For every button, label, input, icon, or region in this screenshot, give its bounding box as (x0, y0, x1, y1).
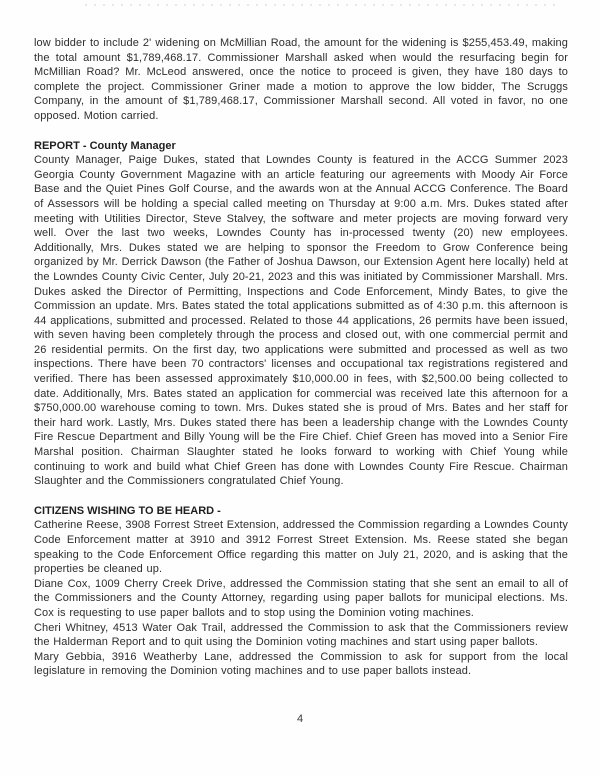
paragraph-citizen-cheri-whitney: Cheri Whitney, 4513 Water Oak Trail, addressed the Commission to ask that the Commissioners review the Halderman Report and to quit using the Dominion voting machines and start using paper ballots. (34, 621, 568, 649)
paragraph-road-project-bid: low bidder to include 2' widening on McMillian Road, the amount for the widening is $255,453.49, making the total amount $1,789,468.17. Commissioner Marshall asked when would the resurfacing begin for McMillian Road? Mr. McLeod answered, once the notice to proceed is given, they have 180 days to complete the project. Commissioner Griner made a motion to approve the low bidder, The Scruggs Company, in the amount of $1,789,468.17, Commissioner Marshall second. All voted in favor, no one opposed. Motion carried. (34, 37, 568, 122)
scan-artifact (85, 4, 560, 6)
heading-citizens-wishing-to-be-heard: CITIZENS WISHING TO BE HEARD - (34, 504, 221, 517)
heading-report-county-manager: REPORT - County Manager (34, 139, 176, 152)
paragraph-citizen-diane-cox: Diane Cox, 1009 Cherry Creek Drive, addressed the Commission stating that she sent an email to all of the Commissioners and the County Attorney, regarding using paper ballots for municipal elections. Ms. Cox is requesting to use paper ballots and to stop using the Dominion voting machines. (34, 577, 568, 619)
paragraph-citizen-catherine-reese: Catherine Reese, 3908 Forrest Street Extension, addressed the Commission regarding a Lowndes County Code Enforcement matter at 3910 and 3912 Forrest Street Extension. Ms. Reese stated she began speaking to the Code Enforcement Office regarding this matter on July 21, 2020, and is asking that the properties be cleaned up. (34, 519, 568, 576)
paragraph-county-manager-report: County Manager, Paige Dukes, stated that Lowndes County is featured in the ACCG Summer 2023 Georgia County Government Magazine with an article featuring our agreements with Moody Air Force Base and the Quiet Pines Golf Course, and the awards won at the Annual ACCG Conference. The Board of Assessors will be holding a special called meeting on Thursday at 9:00 a.m. Mrs. Dukes stated after meeting with Utilities Director, Steve Stalvey, the software and meter projects are moving forward very well. Over the last two weeks, Lowndes County has in-processed twenty (20) new employees. Additionally, Mrs. Dukes stated we are helping to sponsor the Freedom to Grow Conference being organized by Mr. Derrick Dawson (the Father of Joshua Dawson, our Extension Agent here locally) held at the Lowndes County Civic Center, July 20-21, 2023 and this was initiated by Commissioner Marshall. Mrs. Dukes asked the Director of Permitting, Inspections and Code Enforcement, Mindy Bates, to give the Commission an update. Mrs. Bates stated the total applications submitted as of 4:30 p.m. this afternoon is 44 applications, submitted and processed. Related to those 44 applications, 26 permits have been issued, with seven having been completely through the process and closed out, with one commercial permit and 26 residential permits. On the first day, two applications were submitted and processed as well as two inspections. There have been 70 contractors' licenses and occupational tax registrations registered and verified. There has been assessed approximately $10,000.00 in fees, with $2,500.00 being collected to date. Additionally, Mrs. Bates stated an application for commercial was received late this afternoon for a $750,000.00 warehouse coming to town. Mrs. Dukes stated she is proud of Mrs. Bates and her staff for their hard work. Lastly, Mrs. Dukes stated there has been a leadership change with the Lowndes County Fire Rescue Department and Billy Young will be the Fire Chief. Chief Green has moved into a Senior Fire Marshal position. Chairman Slaughter stated he looks forward to working with Chief Young while continuing to work and build what Chief Green has done with Lowndes County Fire Rescue. Chairman Slaughter and the Commissioners congratulated Chief Young. (34, 154, 568, 488)
page-content (34, 36, 568, 679)
page-number: 4 (296, 713, 304, 725)
paragraph-citizen-mary-gebbia: Mary Gebbia, 3916 Weatherby Lane, addressed the Commission to ask for support from the local legislature in removing the Dominion voting machines and to use paper ballots instead. (34, 650, 568, 678)
